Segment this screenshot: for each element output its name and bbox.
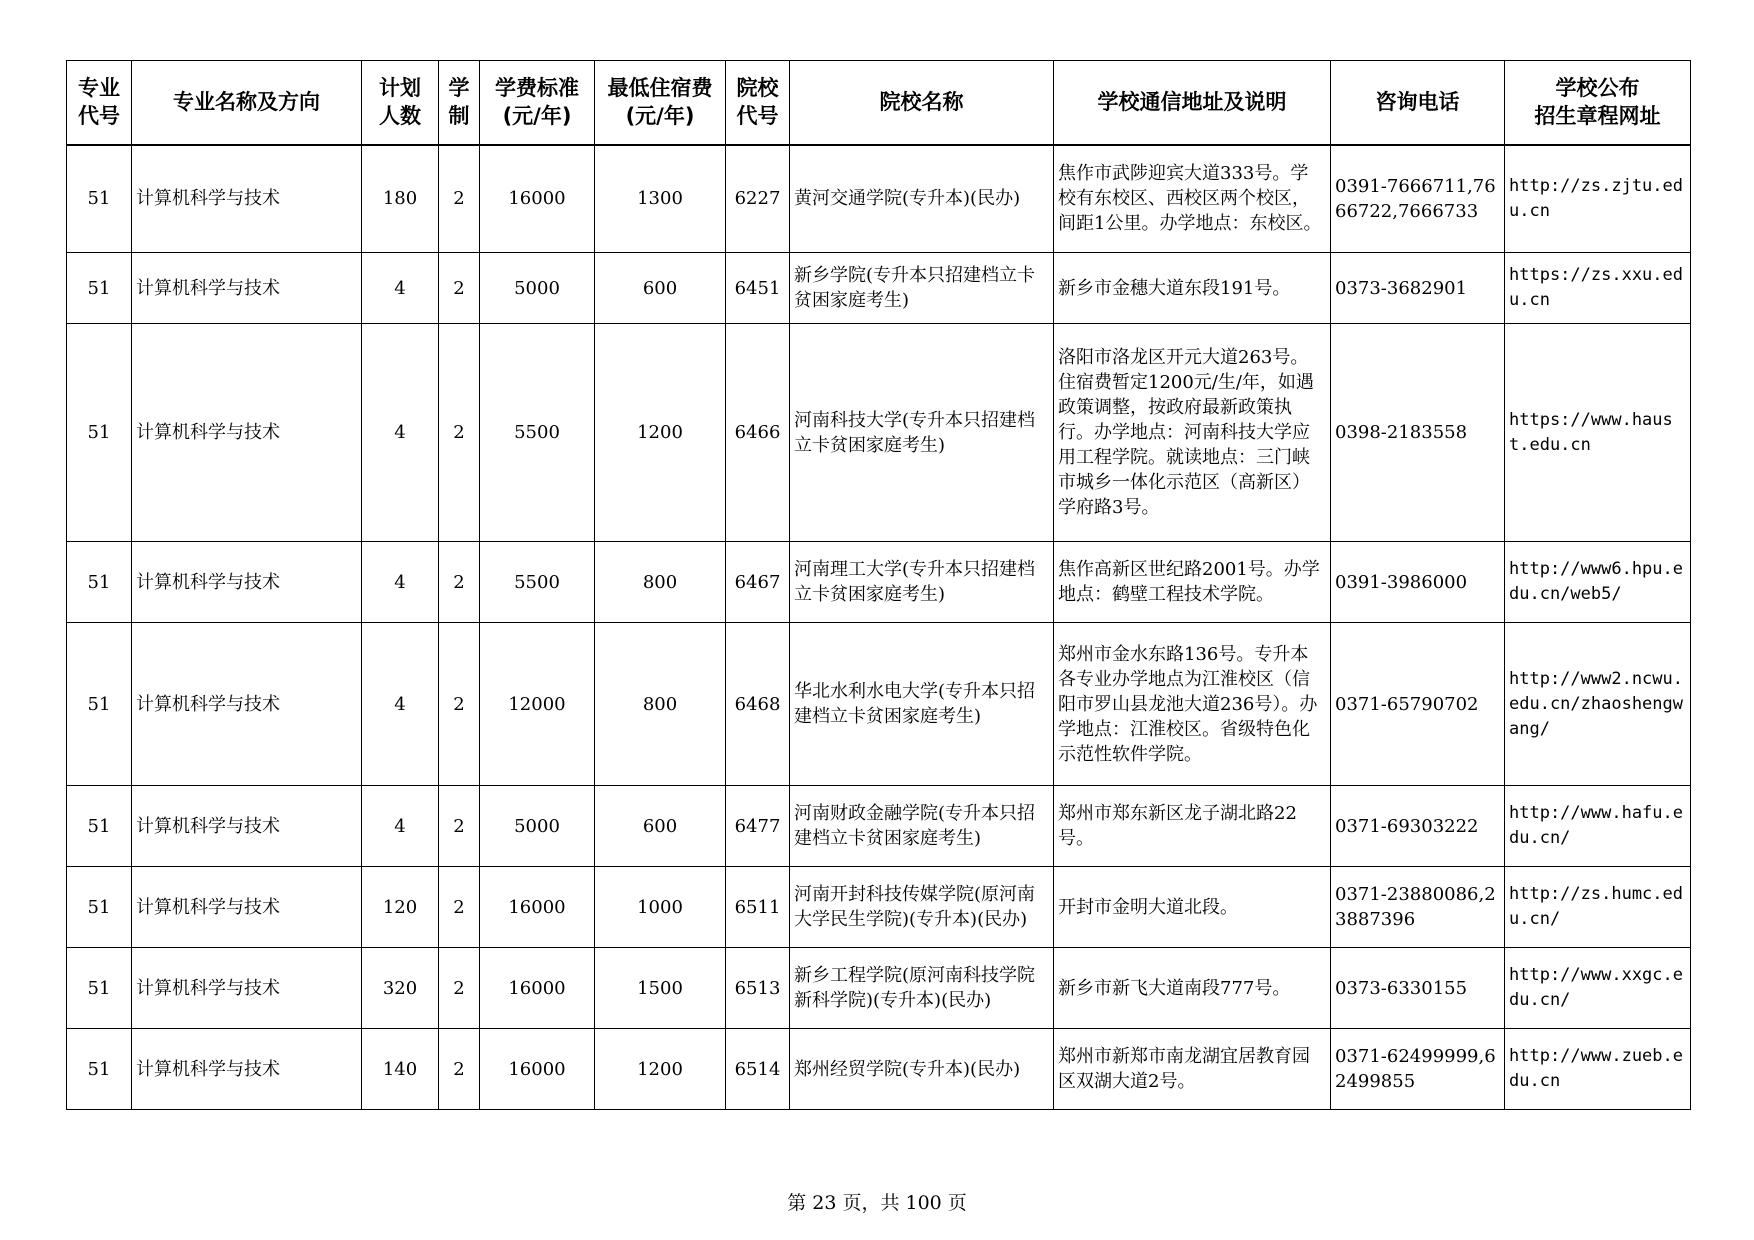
enrollment-table: [66, 60, 1691, 1110]
cell-url: https://zs.xxu.edu.cn: [1505, 253, 1691, 324]
cell-phone: 0391-7666711,7666722,7666733: [1331, 145, 1505, 253]
cell-phone: 0398-2183558: [1331, 324, 1505, 542]
cell-lodging: 1300: [595, 145, 726, 253]
col-header-major-name: 专业名称及方向: [132, 61, 362, 145]
cell-address: 焦作市武陟迎宾大道333号。学校有东校区、西校区两个校区，间距1公里。办学地点：东校区。: [1054, 145, 1331, 253]
cell-address: 郑州市新郑市南龙湖宜居教育园区双湖大道2号。: [1054, 1029, 1331, 1110]
cell-major-name: 计算机科学与技术: [132, 623, 362, 786]
cell-address: 新乡市新飞大道南段777号。: [1054, 948, 1331, 1029]
cell-major-name: 计算机科学与技术: [132, 253, 362, 324]
cell-school-name: 河南科技大学(专升本只招建档立卡贫困家庭考生): [790, 324, 1054, 542]
cell-major-name: 计算机科学与技术: [132, 324, 362, 542]
cell-school-code: 6511: [726, 867, 790, 948]
cell-major-name: 计算机科学与技术: [132, 948, 362, 1029]
table-row: [67, 542, 1691, 623]
cell-address: 郑州市郑东新区龙子湖北路22号。: [1054, 786, 1331, 867]
cell-school-code: 6227: [726, 145, 790, 253]
cell-major-name: 计算机科学与技术: [132, 1029, 362, 1110]
cell-lodging: 1200: [595, 1029, 726, 1110]
col-header-plan-count: 计划 人数: [362, 61, 439, 145]
cell-plan-count: 120: [362, 867, 439, 948]
table-row: [67, 867, 1691, 948]
cell-phone: 0371-65790702: [1331, 623, 1505, 786]
cell-duration: 2: [439, 542, 480, 623]
cell-duration: 2: [439, 867, 480, 948]
table-row: [67, 623, 1691, 786]
cell-address: 开封市金明大道北段。: [1054, 867, 1331, 948]
cell-major-code: 51: [67, 1029, 132, 1110]
table-row: [67, 1029, 1691, 1110]
cell-plan-count: 4: [362, 623, 439, 786]
cell-school-code: 6466: [726, 324, 790, 542]
cell-major-code: 51: [67, 948, 132, 1029]
col-header-lodging: 最低住宿费 (元/年): [595, 61, 726, 145]
cell-major-code: 51: [67, 867, 132, 948]
table-row: [67, 253, 1691, 324]
cell-phone: 0391-3986000: [1331, 542, 1505, 623]
col-header-duration: 学 制: [439, 61, 480, 145]
cell-tuition: 5000: [480, 253, 595, 324]
cell-phone: 0373-3682901: [1331, 253, 1505, 324]
cell-school-name: 新乡学院(专升本只招建档立卡贫困家庭考生): [790, 253, 1054, 324]
cell-lodging: 600: [595, 253, 726, 324]
cell-school-name: 郑州经贸学院(专升本)(民办): [790, 1029, 1054, 1110]
col-header-major-code: 专业 代号: [67, 61, 132, 145]
cell-duration: 2: [439, 324, 480, 542]
cell-url: http://www2.ncwu.edu.cn/zhaoshengwang/: [1505, 623, 1691, 786]
cell-major-code: 51: [67, 542, 132, 623]
cell-phone: 0371-69303222: [1331, 786, 1505, 867]
cell-lodging: 1500: [595, 948, 726, 1029]
cell-tuition: 12000: [480, 623, 595, 786]
cell-plan-count: 4: [362, 253, 439, 324]
cell-url: http://www.hafu.edu.cn/: [1505, 786, 1691, 867]
cell-address: 焦作高新区世纪路2001号。办学地点：鹤壁工程技术学院。: [1054, 542, 1331, 623]
cell-plan-count: 140: [362, 1029, 439, 1110]
cell-school-name: 黄河交通学院(专升本)(民办): [790, 145, 1054, 253]
cell-url: http://www.zueb.edu.cn: [1505, 1029, 1691, 1110]
cell-address: 洛阳市洛龙区开元大道263号。住宿费暂定1200元/生/年，如遇政策调整，按政府最新政策执行。办学地点：河南科技大学应用工程学院。就读地点：三门峡市城乡一体化示范区（高新区）学府路3号。: [1054, 324, 1331, 542]
cell-duration: 2: [439, 145, 480, 253]
cell-tuition: 16000: [480, 867, 595, 948]
cell-major-code: 51: [67, 786, 132, 867]
cell-school-name: 河南财政金融学院(专升本只招建档立卡贫困家庭考生): [790, 786, 1054, 867]
cell-tuition: 16000: [480, 145, 595, 253]
cell-plan-count: 4: [362, 542, 439, 623]
table-row: [67, 786, 1691, 867]
cell-phone: 0373-6330155: [1331, 948, 1505, 1029]
cell-major-code: 51: [67, 145, 132, 253]
cell-major-name: 计算机科学与技术: [132, 542, 362, 623]
col-header-phone: 咨询电话: [1331, 61, 1505, 145]
cell-school-name: 新乡工程学院(原河南科技学院新科学院)(专升本)(民办): [790, 948, 1054, 1029]
cell-school-name: 河南理工大学(专升本只招建档立卡贫困家庭考生): [790, 542, 1054, 623]
cell-school-name: 华北水利水电大学(专升本只招建档立卡贫困家庭考生): [790, 623, 1054, 786]
cell-major-code: 51: [67, 324, 132, 542]
header-row: [67, 61, 1691, 145]
cell-school-code: 6467: [726, 542, 790, 623]
cell-major-name: 计算机科学与技术: [132, 786, 362, 867]
cell-lodging: 800: [595, 623, 726, 786]
cell-phone: 0371-23880086,23887396: [1331, 867, 1505, 948]
cell-duration: 2: [439, 948, 480, 1029]
cell-plan-count: 180: [362, 145, 439, 253]
cell-lodging: 1000: [595, 867, 726, 948]
cell-lodging: 800: [595, 542, 726, 623]
cell-school-name: 河南开封科技传媒学院(原河南大学民生学院)(专升本)(民办): [790, 867, 1054, 948]
col-header-school-name: 院校名称: [790, 61, 1054, 145]
cell-plan-count: 4: [362, 324, 439, 542]
cell-plan-count: 4: [362, 786, 439, 867]
cell-major-code: 51: [67, 253, 132, 324]
cell-duration: 2: [439, 786, 480, 867]
cell-tuition: 16000: [480, 1029, 595, 1110]
table-row: [67, 948, 1691, 1029]
cell-major-code: 51: [67, 623, 132, 786]
cell-plan-count: 320: [362, 948, 439, 1029]
cell-tuition: 5000: [480, 786, 595, 867]
cell-url: http://www6.hpu.edu.cn/web5/: [1505, 542, 1691, 623]
cell-school-code: 6468: [726, 623, 790, 786]
cell-major-name: 计算机科学与技术: [132, 145, 362, 253]
cell-tuition: 16000: [480, 948, 595, 1029]
table-row: [67, 145, 1691, 253]
cell-url: http://zs.zjtu.edu.cn: [1505, 145, 1691, 253]
cell-lodging: 1200: [595, 324, 726, 542]
cell-school-code: 6514: [726, 1029, 790, 1110]
col-header-school-code: 院校 代号: [726, 61, 790, 145]
cell-phone: 0371-62499999,62499855: [1331, 1029, 1505, 1110]
cell-school-code: 6513: [726, 948, 790, 1029]
cell-duration: 2: [439, 253, 480, 324]
cell-school-code: 6451: [726, 253, 790, 324]
cell-url: http://zs.humc.edu.cn/: [1505, 867, 1691, 948]
col-header-tuition: 学费标准 (元/年): [480, 61, 595, 145]
cell-url: http://www.xxgc.edu.cn/: [1505, 948, 1691, 1029]
cell-school-code: 6477: [726, 786, 790, 867]
page-number: 第 23 页，共 100 页: [787, 1192, 967, 1214]
cell-address: 郑州市金水东路136号。专升本各专业办学地点为江淮校区（信阳市罗山县龙池大道236号）。办学地点：江淮校区。省级特色化示范性软件学院。: [1054, 623, 1331, 786]
col-header-address: 学校通信地址及说明: [1054, 61, 1331, 145]
cell-duration: 2: [439, 623, 480, 786]
cell-url: https://www.haust.edu.cn: [1505, 324, 1691, 542]
cell-major-name: 计算机科学与技术: [132, 867, 362, 948]
cell-duration: 2: [439, 1029, 480, 1110]
cell-tuition: 5500: [480, 542, 595, 623]
col-header-url: 学校公布 招生章程网址: [1505, 61, 1691, 145]
cell-lodging: 600: [595, 786, 726, 867]
table-row: [67, 324, 1691, 542]
cell-address: 新乡市金穗大道东段191号。: [1054, 253, 1331, 324]
cell-tuition: 5500: [480, 324, 595, 542]
